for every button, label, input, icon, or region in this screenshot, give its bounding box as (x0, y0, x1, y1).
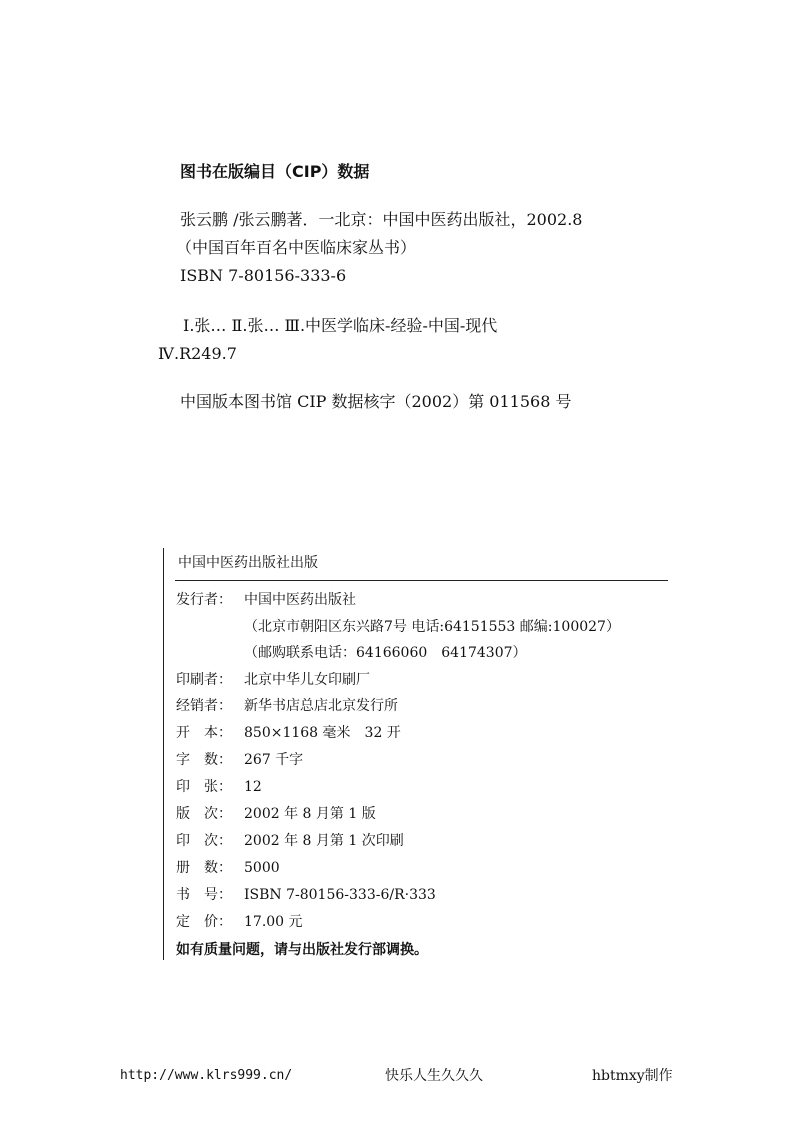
imprint-row-label: 册 数： (176, 860, 232, 876)
imprint-row (176, 620, 620, 634)
imprint-row (176, 780, 262, 794)
imprint-row-value: （北京市朝阳区东兴路7号 电话:64151553 邮编:100027） (244, 619, 620, 635)
footer-credit: hbtmxy制作 (592, 1068, 673, 1084)
cip-subject-line: Ⅰ.张… Ⅱ.张… Ⅲ.中医学临床-经验-中国-现代 (183, 316, 498, 335)
imprint-row-label: 印 张： (176, 779, 232, 795)
imprint-row-value: 17.00 元 (244, 914, 303, 930)
cip-record-number: 中国版本图书馆 CIP 数据核字（2002）第 011568 号 (180, 392, 572, 411)
imprint-row (176, 593, 356, 607)
imprint-row-label: 经销者： (176, 698, 232, 714)
cip-entry-line: 张云鹏 /张云鹏著．一北京：中国中医药出版社，2002.8 (180, 210, 583, 229)
imprint-row-value: 5000 (244, 860, 280, 876)
imprint-row-value: 2002 年 8 月第 1 次印刷 (244, 833, 404, 849)
imprint-row-value: 中国中医药出版社 (244, 592, 356, 608)
imprint-row-label: 印 次： (176, 833, 232, 849)
imprint-row (176, 646, 527, 660)
cip-series-line: （中国百年百名中医临床家丛书） (176, 238, 417, 257)
footer-url-link[interactable]: http://www.klrs999.cn/ (120, 1068, 293, 1083)
imprint-left-border (163, 548, 164, 960)
imprint-row (176, 673, 370, 687)
cip-title: 图书在版编目（CIP）数据 (180, 162, 370, 181)
cip-isbn-line: ISBN 7-80156-333-6 (180, 266, 347, 285)
imprint-row (176, 834, 404, 848)
imprint-row-value: 新华书店总店北京发行所 (244, 698, 398, 714)
imprint-row (176, 915, 303, 929)
imprint-row-value: 850×1168 毫米 32 开 (244, 725, 401, 741)
imprint-row-label: 版 次： (176, 806, 232, 822)
imprint-row (176, 861, 280, 875)
imprint-row-value: 267 千字 (244, 752, 304, 768)
imprint-row-label: 书 号： (176, 887, 232, 903)
imprint-row (176, 726, 401, 740)
imprint-row-label: 印刷者： (176, 672, 232, 688)
imprint-row (176, 888, 436, 902)
imprint-row-value: 12 (244, 779, 262, 795)
imprint-divider (175, 580, 668, 581)
imprint-row-value: ISBN 7-80156-333-6/R·333 (244, 887, 436, 903)
quality-notice: 如有质量问题，请与出版社发行部调换。 (176, 942, 428, 958)
imprint-row-label: 定 价： (176, 914, 232, 930)
imprint-row (176, 753, 303, 767)
imprint-row (176, 699, 398, 713)
imprint-row-label: 字 数： (176, 752, 232, 768)
publisher-line: 中国中医药出版社出版 (178, 555, 318, 571)
imprint-row-label: 发行者： (176, 592, 232, 608)
footer-middle-text: 快乐人生久久久 (385, 1068, 483, 1084)
imprint-row-value: （邮购联系电话：64166060 64174307） (244, 645, 527, 661)
cip-classification-line: Ⅳ.R249.7 (158, 344, 237, 363)
imprint-row (176, 807, 376, 821)
imprint-row-value: 北京中华儿女印刷厂 (244, 672, 370, 688)
imprint-row-value: 2002 年 8 月第 1 版 (244, 806, 376, 822)
imprint-row-label: 开 本： (176, 725, 232, 741)
